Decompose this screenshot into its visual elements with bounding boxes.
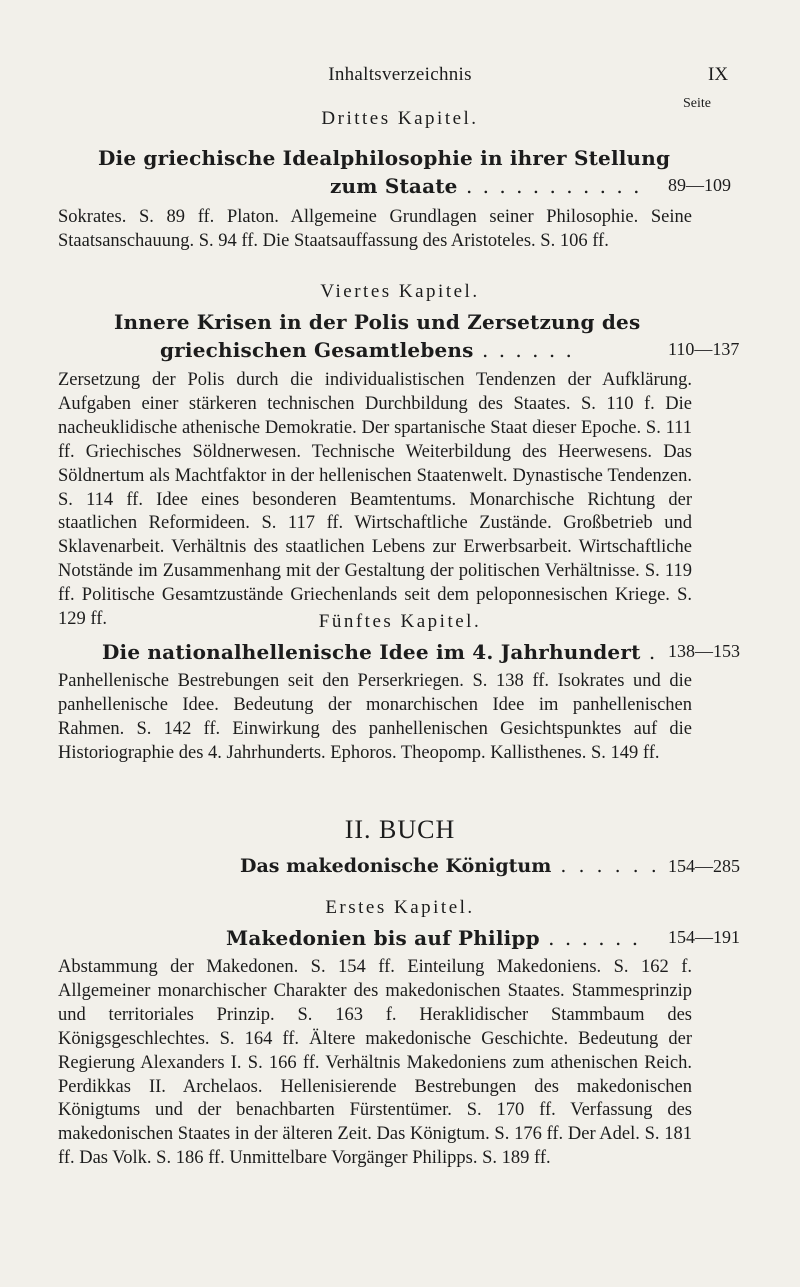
chapter-label: Erstes Kapitel. <box>325 897 475 918</box>
chapter-heading-continued: zum Staate . . . . . . . . . . . <box>330 174 642 198</box>
page-range: 138—153 <box>668 641 740 661</box>
chapter-label: Drittes Kapitel. <box>321 108 479 129</box>
chapter-heading: Innere Krisen in der Polis und Zersetzung des <box>114 310 641 334</box>
chapter-summary: Panhellenische Bestrebungen seit den Perserkriegen. S. 138 ff. Isokrates und die panhellenische Idee. Bedeutung der monarchischen Idee im panhellenischen Rahmen. S. 142 ff. Einwirkung des panhellenischen Gesichtspunktes auf die Historiographie des 4. Jahrhunderts. Ephoros. Theopomp. Kallisthenes. S. 149 ff. <box>58 671 692 763</box>
chapter-heading: Makedonien bis auf Philipp . . . . . . <box>226 926 641 950</box>
running-header-title: Inhaltsverzeichnis <box>328 64 472 85</box>
book-title: II. BUCH <box>344 815 456 844</box>
chapter-summary: Sokrates. S. 89 ff. Platon. Allgemeine Grundlagen seiner Philosophie. Seine Staatsanschauung. S. 94 ff. Die Staatsauffassung des Aristoteles. S. 106 ff. <box>58 207 692 251</box>
page-number: IX <box>708 64 729 85</box>
chapter-heading: Die griechische Idealphilosophie in ihrer Stellung <box>98 146 671 170</box>
page-range: 89—109 <box>668 175 731 195</box>
chapter-label: Viertes Kapitel. <box>320 281 480 302</box>
page-range: 110—137 <box>668 339 740 359</box>
chapter-label: Fünftes Kapitel. <box>318 611 482 632</box>
page-range: 154—191 <box>668 927 740 947</box>
page-column-label: Seite <box>683 96 711 111</box>
chapter-summary: Zersetzung der Polis durch die individualistischen Tendenzen der Aufklärung. Aufgaben einer stärkeren technischen Durchbildung des Staates. S. 110 f. Die nacheuklidische athenische Demokratie. Der spartanische Staat dieser Epoche. S. 111 ff. Griechisches Söldnerwesen. Technische Weiterbildung des Heerwesens. Das Söldnertum als Machtfaktor in der hellenischen Staatenwelt. Dynastische Tendenzen. S. 114 ff. Idee eines besonderen Beamtentums. Monarchische Richtung der staatlichen Reformideen. S. 117 ff. Wirtschaftliche Zustände. Großbetrieb und Sklavenarbeit. Verhältnis des staatlichen Lebens zur Erwerbsarbeit. Wirtschaftliche Notstände im Zusammenhang mit der Gestaltung der politischen Verhältnisse. S. 119 ff. Politische Gesamtzustände Griechenlands seit dem peloponnesischen Kriege. S. 129 ff. <box>58 370 692 630</box>
book-subtitle: Das makedonische Königtum . . . . . . <box>240 855 660 877</box>
chapter-heading: Die nationalhellenische Idee im 4. Jahrhundert . <box>102 640 658 664</box>
chapter-heading-continued: griechischen Gesamtlebens . . . . . . <box>160 338 574 362</box>
chapter-summary: Abstammung der Makedonen. S. 154 ff. Einteilung Makedoniens. S. 162 f. Allgemeiner monarchischer Charakter des makedonischen Staates. Stammesprinzip und territoriales Prinzip. S. 163 f. Heraklidischer Stammbaum des Königsgeschlechtes. S. 164 ff. Ältere makedonische Geschichte. Bedeutung der Regierung Alexanders I. S. 166 ff. Verhältnis Makedoniens zum athenischen Reich. Perdikkas II. Archelaos. Hellenisierende Bestrebungen des makedonischen Königtums und der benachbarten Fürstentümer. S. 170 ff. Verfassung des makedonischen Staates in der älteren Zeit. Das Königtum. S. 176 ff. Der Adel. S. 181 ff. Das Volk. S. 186 ff. Unmittelbare Vorgänger Philipps. S. 189 ff. <box>58 957 692 1169</box>
page-range: 154—285 <box>668 856 740 876</box>
